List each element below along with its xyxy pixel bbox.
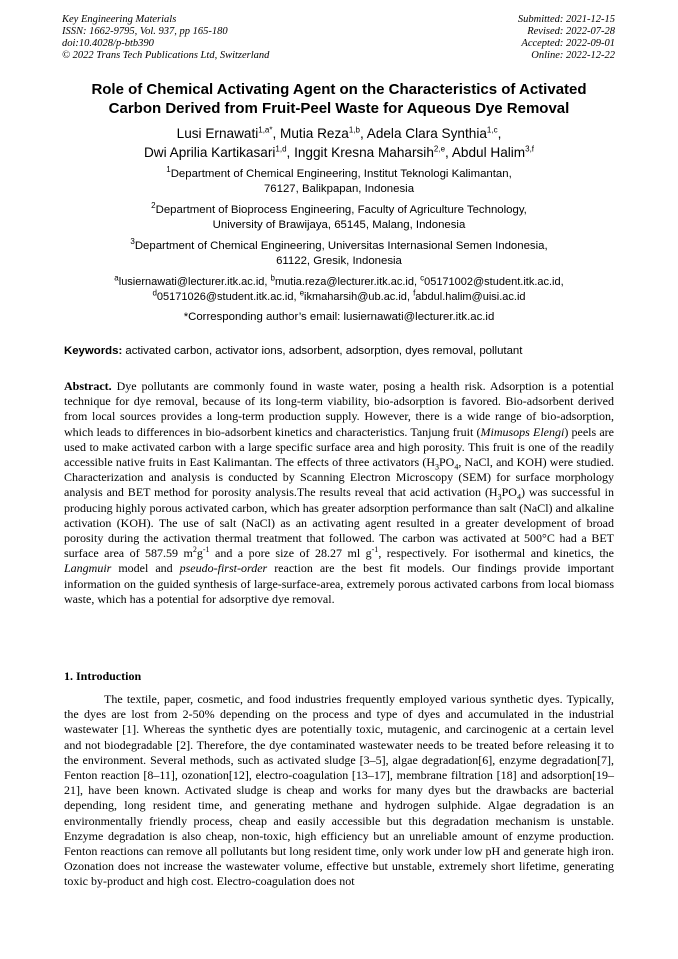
superscript: -1 (371, 545, 379, 555)
doi: doi:10.4028/p-btb390 (62, 38, 154, 49)
affiliation-line (30, 203, 648, 218)
email-link[interactable]: mutia.reza@lecturer.itk.ac.id (275, 276, 414, 288)
keywords-label: Keywords: (64, 345, 123, 357)
abstract-text: ) was successful in producing highly porous activated carbon, which has greater adsorption performance than salt (NaCl) and alkaline activation (KOH). The use of salt (NaCl) as an activating agent resulted in a greater development of broad porosity during the activation thermal treatment that followed. The carbon was activated at 500°C had a BET surface area of 587.59 m (64, 485, 614, 561)
abstract-text: PO (439, 455, 455, 470)
separator: , (359, 126, 367, 141)
title-line-1: Role of Chemical Activating Agent on the Characteristics of Activated (91, 81, 587, 98)
affiliation-1 (30, 167, 648, 196)
journal-info (62, 14, 269, 62)
email-link[interactable]: ikmaharsih@ub.ac.id (304, 290, 407, 303)
model-name: pseudo-first-order (179, 561, 268, 576)
separator: , (497, 126, 502, 141)
online-date: Online: 2022-12-22 (531, 50, 615, 61)
abstract-text: g (196, 546, 203, 561)
superscript: 2 (192, 545, 197, 555)
affiliation-text: 76127, Balikpapan, Indonesia (263, 182, 415, 195)
paper-title (40, 80, 638, 118)
separator: , (413, 276, 421, 288)
author-affiliation-mark: 1,a* (258, 125, 273, 135)
subscript: 3 (435, 462, 439, 472)
abstract-label: Abstract. (64, 379, 112, 393)
keywords-text: activated carbon, activator ions, adsorbent, adsorption, dyes removal, pollutant (122, 345, 523, 357)
email-mark: e (299, 287, 305, 297)
authors-line-2 (30, 143, 648, 162)
affiliation-number: 3 (130, 237, 135, 247)
journal-name: Key Engineering Materials (62, 14, 177, 25)
email-mark: d (152, 287, 157, 297)
affiliation-text: Department of Bioprocess Engineering, Faculty of Agriculture Technology, (155, 204, 527, 216)
accepted-date: Accepted: 2022-09-01 (521, 38, 615, 49)
email-mark: f (413, 287, 416, 297)
author-name: Abdul Halim (451, 145, 526, 160)
author-affiliation-mark: 1,c (486, 125, 498, 135)
author-affiliation-mark: 1,d (275, 144, 287, 154)
email-mark: b (270, 273, 275, 283)
affiliation-line (30, 167, 648, 182)
author-name: Dwi Aprilia Kartikasari (143, 145, 276, 160)
introduction-paragraph: The textile, paper, cosmetic, and food industries frequently employed various synthetic dyes. Typically, the dyes are lost from 2-50% depending on the process and type of dyes and accumulated in the industrial wastewater [1]. Whereas the synthetic dyes are potentially toxic, mutagenic, and carcinogenic at a certain level and not biodegradable [2]. Therefore, the dye contaminated wastewater needs to be treated before releasing it to the environment. Several methods, such as activated sludge [3–5], algae degradation[6], enzyme degradation[7], Fenton reaction [8–11], ozonation[12], electro-coagulation [13–17], membrane filtration [18] and adsorption[19–21], have been known. Activated sludge is cheap and works for many dyes but the drawbacks are bacterial depending, long resident time, and generating methane and hydrogen sulphide. Algae degradation is an environmentally friendly process, cheap and easily accessible but this degradation mechanism is unstable. Enzyme degradation is also cheap, non-toxic, high efficiency but an unreliable amount of enzyme production. Fenton reactions can remove all pollutants but long resident time, only work under low pH and generate high iron. Ozonation does not increase the wastewater volume, effective but unstable, extremely short lifetime, generating toxic by-product and high cost. Electro-coagulation does not (64, 692, 614, 889)
author-affiliation-mark: 2,e (433, 144, 446, 154)
email-mark: c (420, 273, 425, 283)
author-affiliation-mark: 1,b (348, 125, 360, 135)
title-line-2: Carbon Derived from Fruit-Peel Waste for Aqueous Dye Removal (108, 100, 570, 117)
separator: , (445, 145, 452, 160)
affiliation-line (30, 239, 648, 254)
separator: , (272, 126, 281, 141)
email-link[interactable]: abdul.halim@uisi.ac.id (415, 290, 526, 303)
abstract-text: Dye pollutants are commonly found in waste water, posing a health risk. Adsorption is a potential technique for dye removal, because of its long-term viability, bio-adsorption is favored. Bio-adsorbent derived from local sources provides a long-term production supply. However, there is a wide range of bio-adsorption, which leads to differences in bio-adsorbent kinetics and characteristics. Tanjung fruit ( (64, 379, 614, 439)
author-emails (30, 275, 648, 304)
affiliation-2 (30, 203, 648, 232)
affiliation-text: Department of Chemical Engineering, Institut Teknologi Kalimantan, (170, 168, 512, 180)
authors-line-1 (30, 124, 648, 143)
affiliation-text: Department of Chemical Engineering, Universitas Internasional Semen Indonesia, (134, 240, 548, 252)
issn: ISSN: 1662-9795, Vol. 937, pp 165-180 (62, 26, 228, 37)
emails-line-1 (30, 275, 648, 290)
superscript: -1 (202, 545, 210, 555)
separator: , (406, 290, 414, 303)
affiliation-number: 1 (166, 165, 171, 175)
abstract-text: reaction are the best fit models. Our findings provide important information on the guided synthesis of large-surface-area, extremely porous activated carbons from local biomass waste, which has a potential for adsorptive dye removal. (64, 561, 615, 606)
separator: , (286, 145, 295, 160)
email-link[interactable]: lusiernawati@lecturer.itk.ac.id (118, 276, 265, 288)
affiliation-text: 61122, Gresik, Indonesia (276, 254, 402, 267)
section-heading-introduction: 1. Introduction (64, 669, 142, 683)
abstract-text: PO (501, 485, 517, 500)
affiliation-text: University of Brawijaya, 65145, Malang, Indonesia (212, 218, 466, 231)
subscript: 4 (516, 492, 521, 502)
author-list (30, 124, 648, 162)
author-name: Lusi Ernawati (176, 126, 259, 141)
email-link[interactable]: 05171002@student.itk.ac.id (424, 276, 561, 288)
publication-dates (518, 14, 615, 62)
keywords (64, 345, 624, 357)
author-name: Adela Clara Synthia (366, 126, 487, 141)
author-name: Inggit Kresna Maharsih (294, 145, 434, 160)
submitted-date: Submitted: 2021-12-15 (517, 14, 615, 25)
abstract-text: , NaCl, and KOH) were studied. Characterization and analysis is conducted by Scanning Electron Microscopy (SEM) for surface morphology analysis and BET method for porosity analysis.The results reveal that acid activation (H (64, 455, 614, 500)
abstract-text: model and (111, 561, 180, 576)
abstract-text: ) peels are used to make activated carbon with a large specific surface area and high porosity. This fruit is one of the readily accessible native fruits in East Kalimantan. The effects of three activators (H (64, 424, 614, 470)
abstract-text: , respectively. For isothermal and kinetics, the (378, 546, 614, 561)
separator: , (264, 276, 271, 288)
abstract-text: and a pore size of 28.27 ml g (209, 546, 372, 561)
copyright: © 2022 Trans Tech Publications Ltd, Switzerland (62, 50, 270, 61)
author-affiliation-mark: 3,f (525, 144, 535, 154)
subscript: 4 (454, 462, 459, 472)
emails-line-2 (30, 287, 648, 305)
affiliation-3 (30, 239, 648, 268)
species-name: Mimusops Elengi (480, 424, 565, 439)
revised-date: Revised: 2022-07-28 (527, 26, 615, 37)
abstract (64, 379, 614, 607)
model-name: Langmuir (64, 561, 112, 576)
subscript: 3 (497, 492, 502, 502)
separator: , (560, 276, 564, 288)
email-link[interactable]: 05171026@student.itk.ac.id (156, 290, 294, 303)
separator: , (293, 290, 300, 303)
email-mark: a (114, 273, 119, 283)
corresponding-author: *Corresponding author’s email: lusiernawati@lecturer.itk.ac.id (183, 311, 495, 323)
author-name: Mutia Reza (280, 126, 349, 141)
affiliation-number: 2 (151, 201, 156, 211)
